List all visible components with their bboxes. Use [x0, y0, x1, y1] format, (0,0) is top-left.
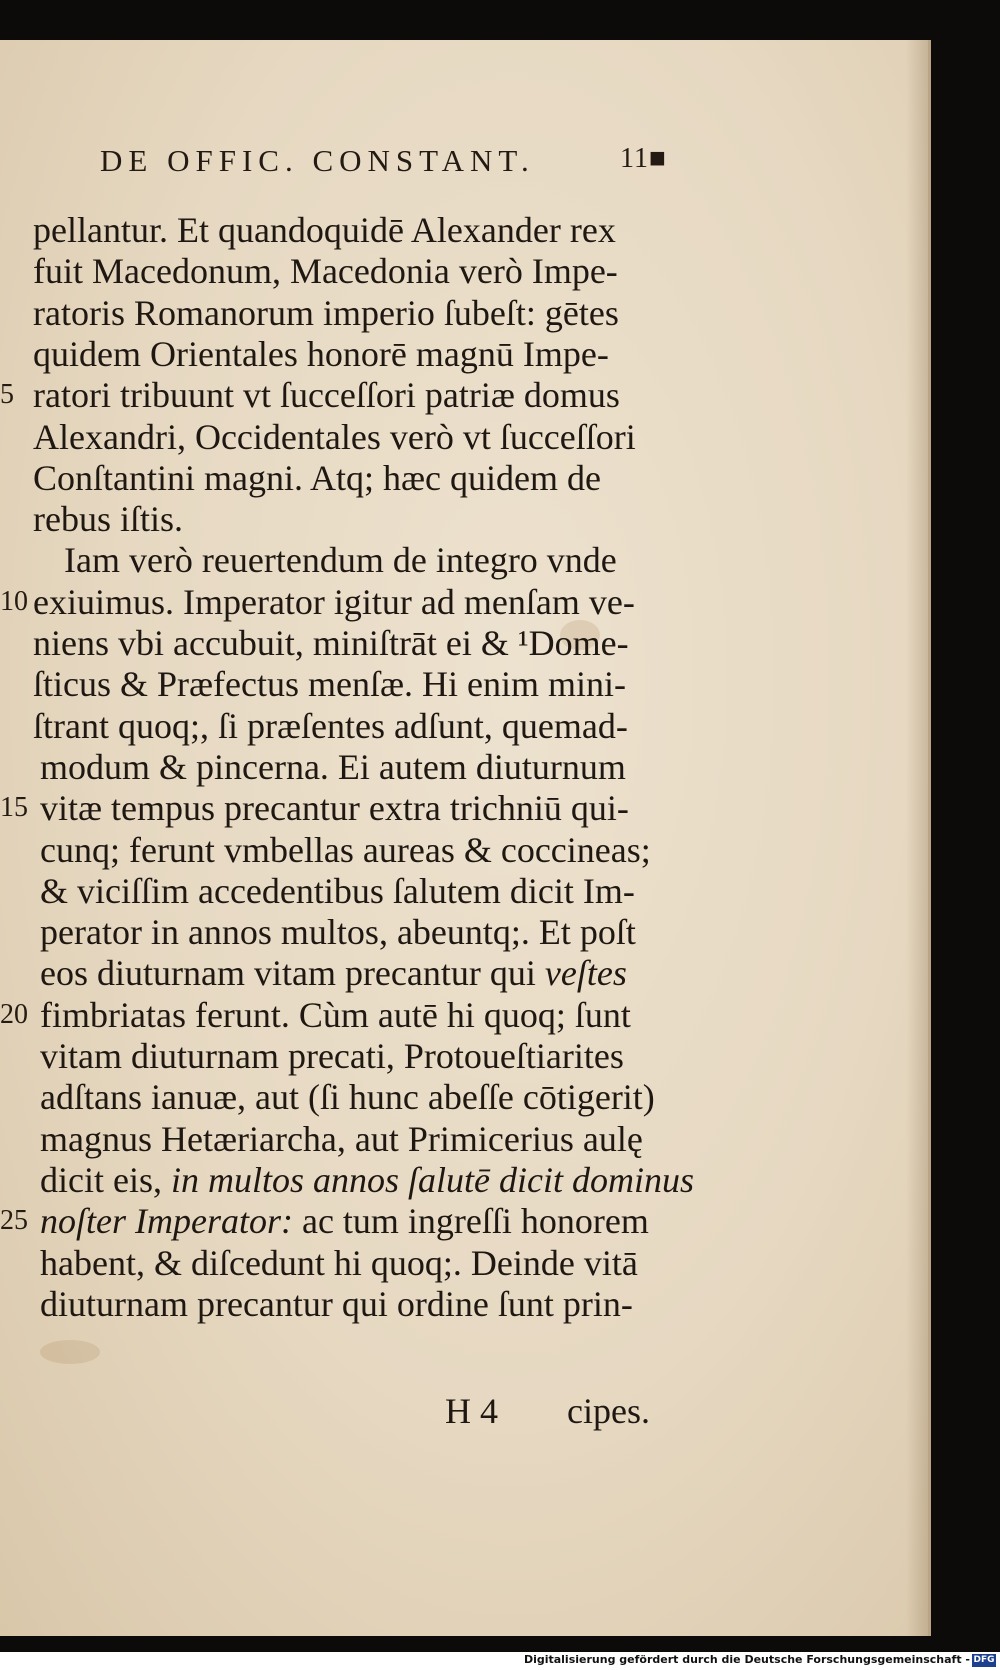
text-line	[40, 910, 680, 954]
line-text: & viciſſim accedentibus ſalutem dicit Im-	[40, 871, 635, 911]
line-text: vitæ tempus precantur extra trichniū qui-	[40, 788, 629, 828]
dfg-logo: DFG	[973, 1655, 995, 1665]
line-text: niens vbi accubuit, miniſtrāt ei & ¹Dome-	[33, 623, 629, 663]
line-text: Alexandri, Occidentales verò vt ſucceſſori	[33, 417, 636, 457]
catchword: cipes.	[567, 1391, 650, 1431]
line-text: eos diuturnam vitam precantur qui	[40, 953, 536, 993]
text-line	[40, 1241, 680, 1285]
footer-bar	[0, 1652, 1000, 1670]
line-text: cunq; ferunt vmbellas aureas & coccineas;	[40, 830, 651, 870]
text-line	[33, 249, 673, 293]
text-line	[33, 704, 673, 748]
line-text: rebus iſtis.	[33, 499, 183, 539]
line-text: pellantur. Et quandoquidē Alexander rex	[33, 210, 616, 250]
line-text: fuit Macedonum, Macedonia verò Impe-	[33, 251, 618, 291]
margin-line-number: 15	[0, 792, 28, 823]
text-line	[40, 1075, 680, 1119]
text-line	[64, 538, 704, 582]
text-line	[40, 1117, 680, 1161]
margin-line-number: 10	[0, 586, 28, 617]
italic-phrase: veſtes	[544, 953, 627, 993]
line-text: quidem Orientales honorē magnū Impe-	[33, 334, 609, 374]
margin-line-number: 20	[0, 999, 28, 1030]
signature-mark: H 4	[445, 1391, 498, 1431]
running-head-title: DE OFFIC. CONSTANT.	[100, 143, 535, 178]
italic-phrase: noſter Imperator:	[40, 1201, 293, 1241]
text-line	[40, 1282, 680, 1326]
line-text: ratori tribuunt vt ſucceſſori patriæ domus	[33, 375, 620, 415]
italic-phrase: in multos annos ſalutē dicit dominus	[170, 1160, 694, 1200]
text-line	[40, 869, 680, 913]
line-text: ſtrant quoq;, ſi præſentes adſunt, quemad-	[33, 706, 628, 746]
margin-line-number: 5	[0, 379, 14, 410]
line-text: magnus Hetæriarcha, aut Primicerius aulę	[40, 1119, 643, 1159]
line-text: habent, & diſcedunt hi quoq;. Deinde vitā	[40, 1243, 638, 1283]
text-line	[40, 1158, 694, 1202]
footer-credit: Digitalisierung gefördert durch die Deutsche Forschungsgemeinschaft -	[523, 1653, 970, 1666]
line-text: dicit eis,	[40, 1160, 162, 1200]
text-line	[33, 415, 673, 459]
text-line	[40, 1034, 680, 1078]
text-line	[33, 580, 673, 624]
text-line	[33, 332, 673, 376]
text-line	[40, 951, 680, 995]
text-line	[40, 993, 680, 1037]
margin-line-number: 25	[0, 1205, 28, 1236]
text-line	[33, 373, 673, 417]
line-text: Conſtantini magni. Atq; hæc quidem de	[33, 458, 601, 498]
line-text: ratoris Romanorum imperio ſubeſt: gētes	[33, 293, 619, 333]
line-text: Iam verò reuertendum de integro vnde	[64, 540, 617, 580]
text-line	[33, 208, 673, 252]
line-text: fimbriatas ferunt. Cùm autē hi quoq; ſunt	[40, 995, 631, 1035]
text-line	[40, 745, 680, 789]
line-text: diuturnam precantur qui ordine ſunt prin-	[40, 1284, 633, 1324]
page-number: 11■	[620, 143, 667, 174]
text-line	[40, 828, 680, 872]
text-line	[40, 1199, 680, 1243]
line-text: modum & pincerna. Ei autem diuturnum	[40, 747, 626, 787]
text-line	[33, 662, 673, 706]
line-text: vitam diuturnam precati, Protoueſtiarites	[40, 1036, 624, 1076]
line-text: adſtans ianuæ, aut (ſi hunc abeſſe cōtigerit)	[40, 1077, 655, 1117]
text-line	[33, 456, 673, 500]
text-line	[33, 291, 673, 335]
text-line	[33, 621, 673, 665]
line-text: ſticus & Præfectus menſæ. Hi enim mini-	[33, 664, 626, 704]
text-line	[40, 786, 680, 830]
text-line	[33, 497, 673, 541]
line-text: perator in annos multos, abeuntq;. Et poſt	[40, 912, 636, 952]
line-text: ac tum ingreſſi honorem	[301, 1201, 649, 1241]
book-page	[0, 40, 931, 1636]
line-text: exiuimus. Imperator igitur ad menſam ve-	[33, 582, 635, 622]
catchline	[430, 1390, 690, 1434]
